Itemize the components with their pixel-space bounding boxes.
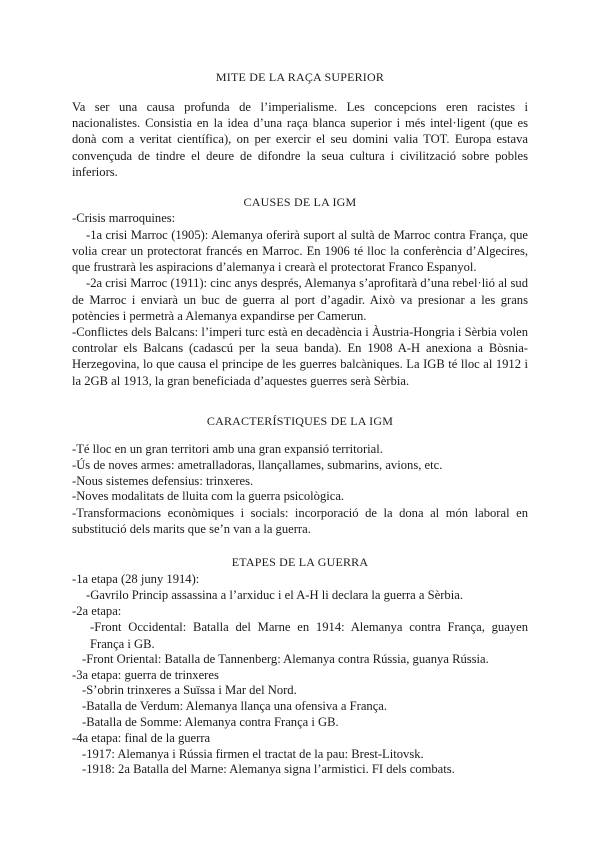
caract-line-1: -Té lloc en un gran territori amb una gran expansió territorial.: [72, 442, 383, 456]
paragraph-mite: Va ser una causa profunda de l’imperialisme. Les concepcions eren racistes i nacionalistes. Consistia en la idea d’una raça blanca superior i més intel·ligent (que es donà com a veritat científica), on per exercir el seu domini valia TOT. Europa estava convençuda de tindre el deure de difondre la seua cultura i civilització sobre pobles inferiors.: [72, 100, 528, 179]
etapes-body: [72, 572, 528, 778]
etapa-2-item-2: -Front Oriental: Batalla de Tannenberg: Alemanya contra Rússia, guanya Rússia.: [82, 651, 489, 666]
etapa-3-item-2: -Batalla de Verdum: Alemanya llança una ofensiva a França.: [82, 699, 388, 714]
etapa-4: -4a etapa: final de la guerra: [72, 730, 211, 745]
causes-label: -Crisis marroquines:: [72, 211, 176, 225]
etapa-3-item-3: -Batalla de Somme: Alemanya contra França i GB.: [82, 714, 339, 729]
causes-paragraph-3: -Conflictes dels Balcans: l’imperi turc està en decadència i Àustria-Hongria i Sèrbia volen controlar els Balcans (cadascú per la seua banda). En 1908 A-H anexiona a Bòsnia-Herzegovina, lo que causa el principe de les guerres balcàniques. La IGB té lloc al 1912 i la 2GB al 1913, la gran beneficiada d’aquestes guerres serà Sèrbia.: [72, 325, 528, 388]
etapa-4-item-2: -1918: 2a Batalla del Marne: Alemanya signa l’armistici. FI dels combats.: [82, 762, 455, 777]
etapa-2-item-1: -Front Occidental: Batalla del Marne en 1914: Alemanya contra França, guayen França i GB.: [90, 620, 528, 651]
etapa-3: -3a etapa: guerra de trinxeres: [72, 667, 219, 682]
caract-line-3: -Nous sistemes defensius: trinxeres.: [72, 473, 254, 488]
caracteristiques-body: [72, 442, 528, 538]
caract-line-2: -Ús de noves armes: ametralladoras, llançallames, submarins, avions, etc.: [72, 457, 443, 472]
section-title-causes: CAUSES DE LA IGM: [243, 195, 357, 209]
section-title-etapes: ETAPES DE LA GUERRA: [231, 555, 369, 569]
etapa-4-item-1: -1917: Alemanya i Rússia firmen el tractat de la pau: Brest-Litovsk.: [82, 746, 424, 761]
caract-line-4: -Noves modalitats de lluita com la guerra psicològica.: [72, 489, 345, 504]
section-title-caracteristiques: CARACTERÍSTIQUES DE LA IGM: [206, 414, 394, 428]
section-title-mite: MITE DE LA RAÇA SUPERIOR: [215, 70, 385, 84]
causes-paragraph-2: -2a crisi Marroc (1911): cinc anys després, Alemanya s’aprofitarà d’una rebel·lió al sud de Marroc i enviarà un buc de guerra al port d’agadir. Això va presionar a les grans potències i permetrà a Alemanya expandirse per Camerun.: [72, 276, 528, 323]
caract-paragraph-5: -Transformacions econòmiques i socials: incorporació de la dona al món laboral en substitució dels marits que se’n van a la guerra.: [72, 506, 528, 537]
causes-body: [72, 211, 528, 389]
etapa-1: -1a etapa (28 juny 1914):: [72, 572, 200, 586]
causes-paragraph-1: -1a crisi Marroc (1905): Alemanya oferirà suport al sultà de Marroc contra França, que volia crear un protectorat francés en Marroc. En 1906 té lloc la conferència d’Algecires, que frustrarà les aspiracions d’alemanya i crearà el protectorat Franco Espanyol.: [72, 227, 528, 275]
etapa-3-item-1: -S’obrin trinxeres a Suïssa i Mar del Nord.: [82, 683, 297, 698]
etapa-2: -2a etapa:: [72, 603, 122, 618]
etapa-1-item-1: -Gavrilo Princip assassina a l’arxiduc i el A-H li declara la guerra a Sèrbia.: [86, 587, 463, 602]
